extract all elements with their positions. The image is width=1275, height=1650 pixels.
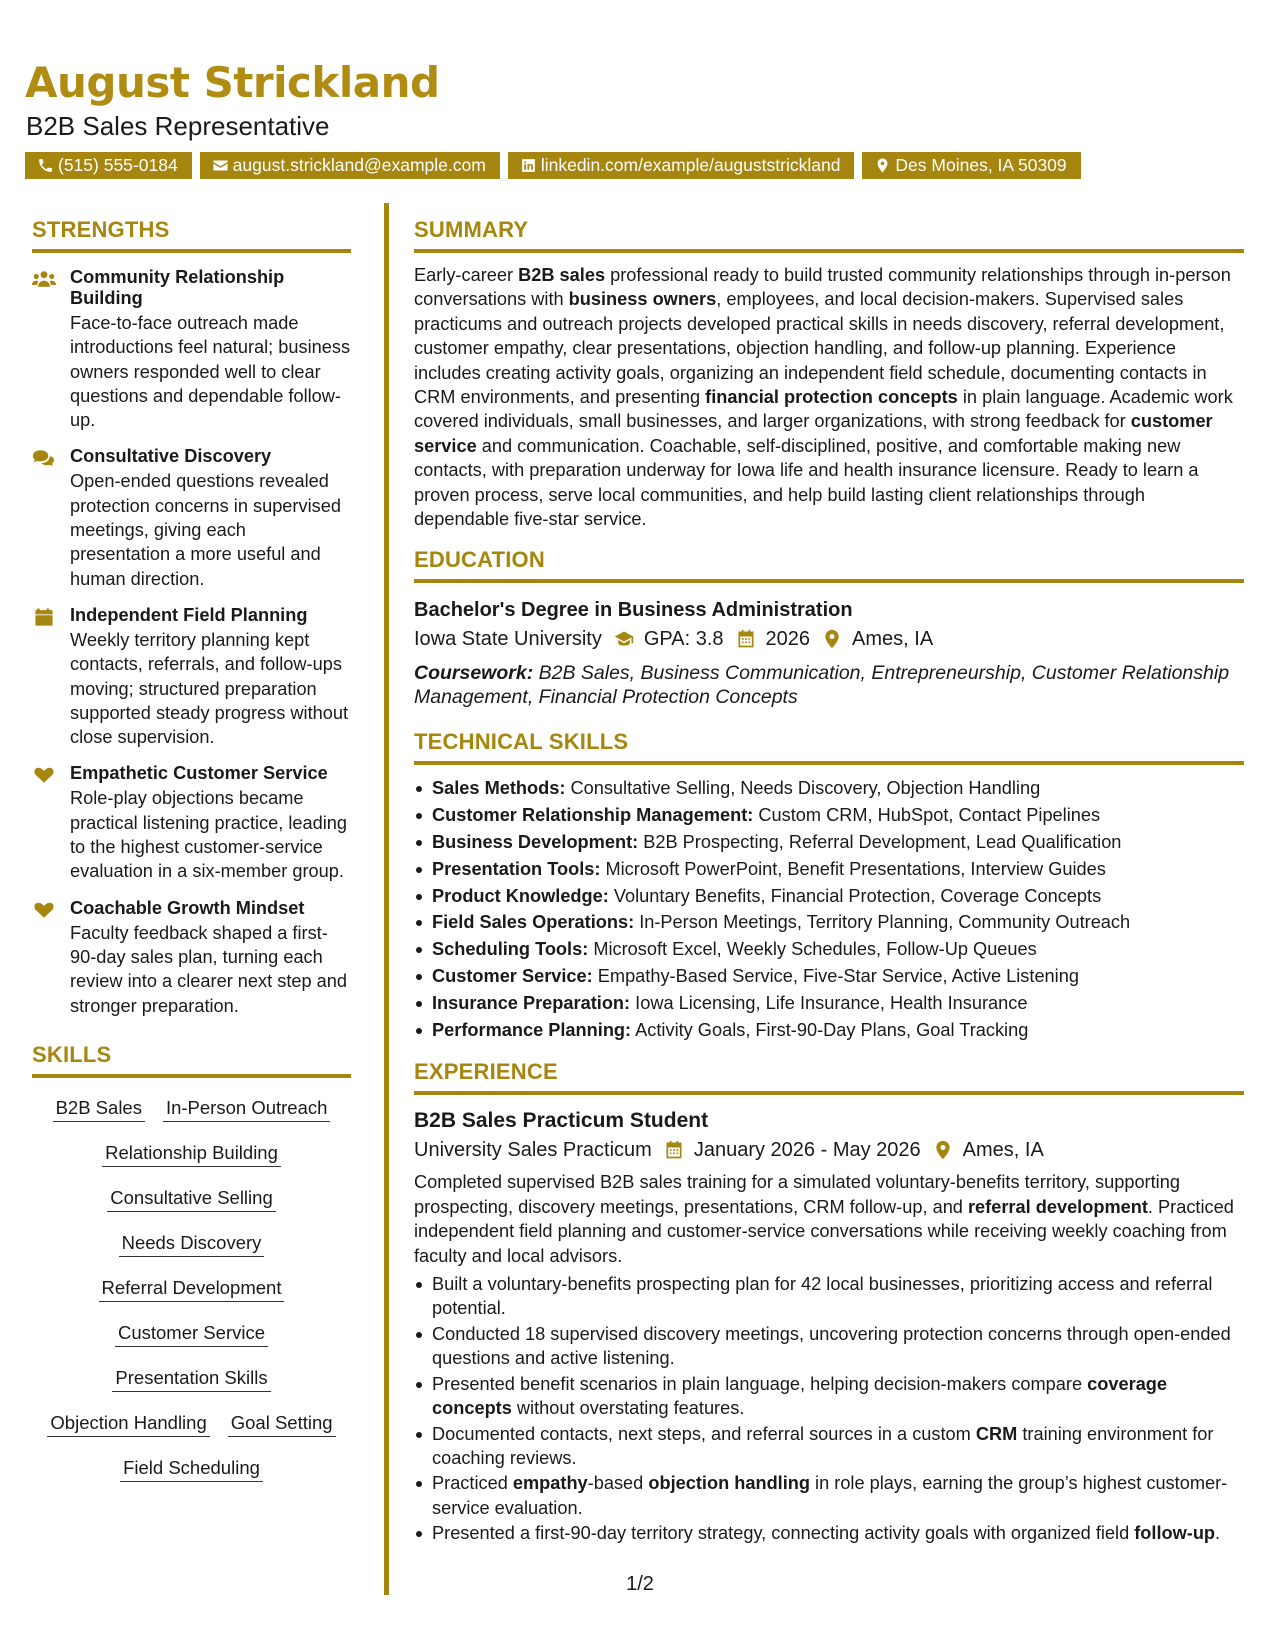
candidate-name: August Strickland (25, 58, 440, 107)
strength-item (32, 267, 351, 432)
technical-skills-section (414, 729, 1244, 1043)
skill-values: Microsoft Excel, Weekly Schedules, Follow-Up Queues (588, 939, 1037, 960)
envelope-icon (212, 157, 229, 174)
degree-title: Bachelor's Degree in Business Administration (414, 599, 853, 622)
bullet-keyword: follow-up (1134, 1523, 1216, 1544)
skill-tag: Objection Handling (47, 1412, 209, 1437)
description-fragment: Completed supervised B2B sales training for a simulated voluntary-benefits territory, supporting prospecting, discovery meetings, presentations, CRM follow-up, and (414, 1172, 1180, 1217)
skill-tag: Referral Development (99, 1277, 285, 1302)
skill-category: Business Development: (432, 832, 639, 853)
heart-icon (32, 900, 56, 920)
contact-linkedin[interactable] (508, 152, 855, 179)
skill-tag: Goal Setting (228, 1412, 336, 1437)
job-location: Ames, IA (962, 1139, 1044, 1162)
phone-icon (37, 157, 54, 174)
calendar-icon (32, 607, 56, 627)
strength-item (32, 898, 351, 1018)
contact-phone[interactable] (25, 152, 192, 179)
bullet-text: Practiced (432, 1473, 513, 1494)
heart-icon (32, 765, 56, 785)
column-divider (384, 203, 389, 1595)
graduation-year: 2026 (765, 628, 811, 651)
description-keyword: referral development (967, 1196, 1148, 1217)
job-description (414, 1170, 1244, 1268)
job-title: B2B Sales Practicum Student (414, 1109, 709, 1133)
map-pin-icon (822, 629, 842, 649)
skill-values: Iowa Licensing, Life Insurance, Health Insurance (630, 992, 1028, 1013)
skill-category: Product Knowledge: (432, 885, 609, 906)
summary-fragment: in plain language. Academic work covered individuals, small businesses, and larger organizations, with strong feedback for (414, 387, 1233, 432)
bullet-text: Presented benefit scenarios in plain language, helping decision-makers compare (432, 1373, 1088, 1394)
coursework-list: B2B Sales, Business Communication, Entrepreneurship, Customer Relationship Management, Financial Protection Concepts (414, 662, 1230, 709)
skill-values: Empathy-Based Service, Five-Star Service, Active Listening (592, 966, 1079, 987)
skill-tag: In-Person Outreach (163, 1097, 330, 1122)
location-text: Des Moines, IA 50309 (895, 155, 1067, 175)
summary-keyword: customer service (414, 411, 1213, 456)
bullet-text: . (1215, 1523, 1221, 1544)
skill-category: Presentation Tools: (432, 858, 601, 879)
skill-category: Customer Relationship Management: (432, 805, 754, 826)
list-item (414, 856, 1244, 883)
strength-description: Role-play objections became practical listening practice, leading to the highest customer-service evaluation in a six-member group. (70, 788, 348, 882)
strength-description: Weekly territory planning kept contacts, referrals, and follow-ups moving; structured preparation supported steady progress without close supervision. (70, 629, 349, 748)
skill-category: Insurance Preparation: (432, 992, 631, 1013)
skill-values: Voluntary Benefits, Financial Protection, Coverage Concepts (608, 885, 1102, 906)
list-item (414, 829, 1244, 856)
experience-heading: EXPERIENCE (414, 1059, 1244, 1095)
strength-title: Independent Field Planning (70, 604, 308, 625)
summary-fragment: , employees, and local decision-makers. Supervised sales practicums and outreach projects developed practical skills in needs discovery, referral development, customer empathy, clear presentations, objection handling, and follow-up planning. Experience includes creating activity goals, organizing an independent field schedule, documenting contacts in CRM environments, and presenting (414, 289, 1225, 408)
summary-heading: SUMMARY (414, 217, 1244, 253)
summary-keyword: B2B sales (518, 265, 606, 285)
education-section (414, 547, 1244, 709)
skill-values: In-Person Meetings, Territory Planning, Community Outreach (634, 912, 1131, 933)
skill-category: Scheduling Tools: (432, 939, 589, 960)
strength-description: Face-to-face outreach made introductions feel natural; business owners responded well to clear questions and dependable follow-up. (70, 313, 351, 431)
education-heading: EDUCATION (414, 547, 1244, 583)
summary-fragment: professional ready to build trusted community relationships through in-person conversations with (414, 265, 1231, 310)
skill-tag: Needs Discovery (119, 1232, 265, 1257)
right-column (414, 217, 1244, 1547)
summary-keyword: business owners (568, 289, 717, 310)
strength-title: Empathetic Customer Service (70, 763, 328, 784)
bullet-text: Built a voluntary-benefits prospecting plan for 42 local businesses, prioritizing access and referral potential. (432, 1274, 1213, 1319)
bullet-text: -based (587, 1473, 649, 1494)
description-fragment: . Practiced independent field planning and customer-service conversations while receiving weekly coaching from faculty and local advisors. (414, 1196, 1234, 1266)
summary-text (414, 263, 1244, 531)
skill-tag: Relationship Building (102, 1142, 281, 1167)
map-pin-icon (933, 1140, 953, 1160)
list-item (414, 1322, 1244, 1371)
skill-tag: Presentation Skills (112, 1367, 270, 1392)
strength-description: Faculty feedback shaped a first-90-day sales plan, turning each review into a clearer next step and stronger preparation. (70, 922, 348, 1016)
list-item (414, 936, 1244, 963)
left-column (32, 217, 351, 1493)
page-number: 1/2 (626, 1573, 654, 1595)
strength-description: Open-ended questions revealed protection concerns in supervised meetings, giving each presentation a more useful and human direction. (70, 471, 341, 589)
calendar-icon (664, 1140, 684, 1160)
strength-item (32, 605, 351, 749)
list-item (414, 1372, 1244, 1421)
strength-title: Consultative Discovery (70, 446, 272, 467)
strength-title: Community Relationship Building (70, 267, 285, 308)
strength-title: Coachable Growth Mindset (70, 897, 305, 918)
bullet-keyword: objection handling (648, 1473, 810, 1494)
skill-values: Custom CRM, HubSpot, Contact Pipelines (753, 805, 1101, 826)
coursework (414, 661, 1244, 709)
list-item (414, 1422, 1244, 1471)
experience-bullets (414, 1272, 1244, 1545)
list-item (414, 883, 1244, 910)
technical-skills-list (414, 775, 1244, 1043)
contact-email[interactable] (200, 152, 500, 179)
skill-values: Activity Goals, First-90-Day Plans, Goal Tracking (631, 1019, 1029, 1040)
phone-text: (515) 555-0184 (58, 155, 178, 175)
graduation-cap-icon (614, 629, 634, 649)
skill-category: Customer Service: (432, 966, 593, 987)
list-item (414, 775, 1244, 802)
map-pin-icon (874, 157, 891, 174)
job-dates: January 2026 - May 2026 (693, 1139, 921, 1162)
organization-name: University Sales Practicum (414, 1139, 652, 1162)
calendar-icon (736, 629, 756, 649)
list-item (414, 1471, 1244, 1520)
skill-category: Field Sales Operations: (432, 912, 635, 933)
list-item (414, 963, 1244, 990)
users-icon (32, 269, 56, 289)
bullet-keyword: empathy (512, 1473, 588, 1494)
list-item (414, 1017, 1244, 1044)
technical-skills-heading: TECHNICAL SKILLS (414, 729, 1244, 765)
skills-heading: SKILLS (32, 1042, 351, 1078)
strength-item (32, 446, 351, 590)
school-location: Ames, IA (852, 628, 934, 651)
list-item (414, 909, 1244, 936)
strength-item (32, 763, 351, 883)
list-item (414, 1272, 1244, 1321)
strengths-heading: STRENGTHS (32, 217, 351, 253)
list-item (414, 1521, 1244, 1545)
skill-values: Microsoft PowerPoint, Benefit Presentations, Interview Guides (600, 858, 1106, 879)
bullet-text: Presented a first-90-day territory strategy, connecting activity goals with organized field (432, 1523, 1135, 1544)
list-item (414, 990, 1244, 1017)
contact-bar (25, 152, 1081, 179)
bullet-text: Documented contacts, next steps, and referral sources in a custom (432, 1423, 976, 1444)
bullet-text: in role plays, earning the group’s highest customer-service evaluation. (432, 1473, 1228, 1518)
skill-values: B2B Prospecting, Referral Development, Lead Qualification (638, 832, 1122, 853)
bullet-text: training environment for coaching reviews. (432, 1423, 1214, 1468)
bullet-keyword: CRM (975, 1423, 1018, 1444)
linkedin-text: linkedin.com/example/auguststrickland (540, 155, 841, 175)
skill-values: Consultative Selling, Needs Discovery, Objection Handling (565, 778, 1041, 799)
comments-icon (32, 448, 56, 468)
skill-category: Performance Planning: (432, 1019, 632, 1040)
education-meta (414, 625, 1244, 653)
skill-tag-list (32, 1078, 351, 1493)
skills-section (32, 1042, 351, 1493)
gpa-value: GPA: 3.8 (643, 628, 724, 651)
coursework-label: Coursework: (414, 662, 534, 685)
skill-tag: Consultative Selling (107, 1187, 275, 1212)
candidate-title: B2B Sales Representative (26, 111, 330, 141)
bullet-text: Conducted 18 supervised discovery meetings, uncovering protection concerns through open-ended questions and active listening. (432, 1323, 1231, 1369)
summary-fragment: Early-career (414, 265, 519, 285)
skill-category: Sales Methods: (432, 778, 566, 799)
job-meta (414, 1136, 1244, 1164)
email-text: august.strickland@example.com (232, 155, 486, 175)
skill-tag: Field Scheduling (120, 1457, 263, 1482)
skill-tag: B2B Sales (53, 1097, 145, 1122)
bullet-text: without overstating features. (511, 1398, 745, 1419)
experience-section (414, 1059, 1244, 1545)
school-name: Iowa State University (414, 628, 602, 651)
skill-tag: Customer Service (115, 1322, 268, 1347)
bullet-keyword: coverage concepts (432, 1373, 1168, 1419)
linkedin-icon (520, 157, 537, 174)
summary-keyword: financial protection concepts (705, 387, 958, 408)
contact-location (862, 152, 1080, 179)
list-item (414, 802, 1244, 829)
summary-fragment: and communication. Coachable, self-disciplined, positive, and comfortable making new contacts, with preparation underway for Iowa life and health insurance licensure. Ready to learn a proven process, serve local communities, and help build lasting client relationships through dependable five-star service. (414, 435, 1199, 530)
